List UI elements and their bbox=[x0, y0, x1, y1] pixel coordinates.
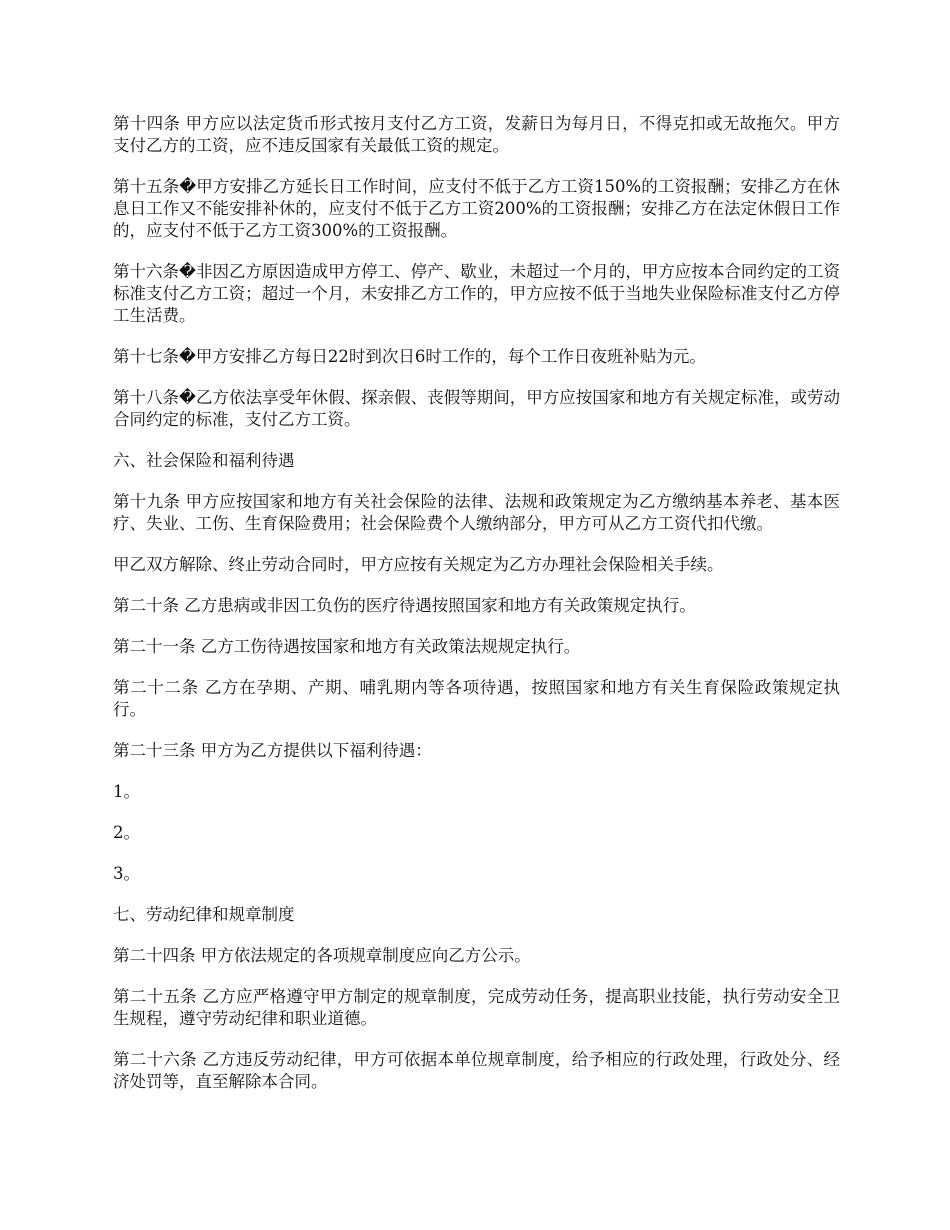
benefit-item-2: 2。 bbox=[113, 823, 140, 842]
article-15: 第十五条�甲方安排乙方延长日工作时间，应支付不低于乙方工资150%的工资报酬；安排乙方在休息日工作又不能安排补休的，应支付不低于乙方工资200%的工资报酬；安排乙方在法定休假日工作的，应支付不低于乙方工资300%的工资报酬。 bbox=[113, 177, 840, 240]
benefit-item-1: 1。 bbox=[113, 782, 140, 801]
section-heading-social-insurance: 六、社会保险和福利待遇 bbox=[113, 451, 295, 470]
article-17: 第十七条�甲方安排乙方每日22时到次日6时工作的，每个工作日夜班补贴为元。 bbox=[113, 347, 706, 366]
document-body bbox=[113, 113, 840, 1112]
social-insurance-termination-paragraph: 甲乙双方解除、终止劳动合同时，甲方应按有关规定为乙方办理社会保险相关手续。 bbox=[113, 555, 724, 574]
article-26: 第二十六条 乙方违反劳动纪律，甲方可依据本单位规章制度，给予相应的行政处理，行政处分、经济处罚等，直至解除本合同。 bbox=[113, 1050, 840, 1091]
section-heading-labor-discipline: 七、劳动纪律和规章制度 bbox=[113, 905, 295, 924]
article-25: 第二十五条 乙方应严格遵守甲方制定的规章制度，完成劳动任务，提高职业技能，执行劳动安全卫生规程，遵守劳动纪律和职业道德。 bbox=[113, 987, 840, 1028]
article-21: 第二十一条 乙方工伤待遇按国家和地方有关政策法规规定执行。 bbox=[113, 637, 581, 656]
article-22: 第二十二条 乙方在孕期、产期、哺乳期内等各项待遇，按照国家和地方有关生育保险政策规定执行。 bbox=[113, 678, 840, 719]
article-16: 第十六条�非因乙方原因造成甲方停工、停产、歇业，未超过一个月的，甲方应按本合同约定的工资标准支付乙方工资；超过一个月，未安排乙方工作的，甲方应按不低于当地失业保险标准支付乙方停工生活费。 bbox=[113, 262, 840, 325]
article-24: 第二十四条 甲方依法规定的各项规章制度应向乙方公示。 bbox=[113, 946, 531, 965]
article-23: 第二十三条 甲方为乙方提供以下福利待遇： bbox=[113, 741, 432, 760]
article-20: 第二十条 乙方患病或非因工负伤的医疗待遇按照国家和地方有关政策规定执行。 bbox=[113, 596, 696, 615]
article-18: 第十八条�乙方依法享受年休假、探亲假、丧假等期间，甲方应按国家和地方有关规定标准，或劳动合同约定的标准，支付乙方工资。 bbox=[113, 388, 840, 429]
benefit-item-3: 3。 bbox=[113, 864, 140, 883]
article-19: 第十九条 甲方应按国家和地方有关社会保险的法律、法规和政策规定为乙方缴纳基本养老、基本医疗、失业、工伤、生育保险费用；社会保险费个人缴纳部分，甲方可从乙方工资代扣代缴。 bbox=[113, 492, 840, 533]
article-14: 第十四条 甲方应以法定货币形式按月支付乙方工资，发薪日为每月日，不得克扣或无故拖欠。甲方支付乙方的工资，应不违反国家有关最低工资的规定。 bbox=[113, 114, 840, 155]
